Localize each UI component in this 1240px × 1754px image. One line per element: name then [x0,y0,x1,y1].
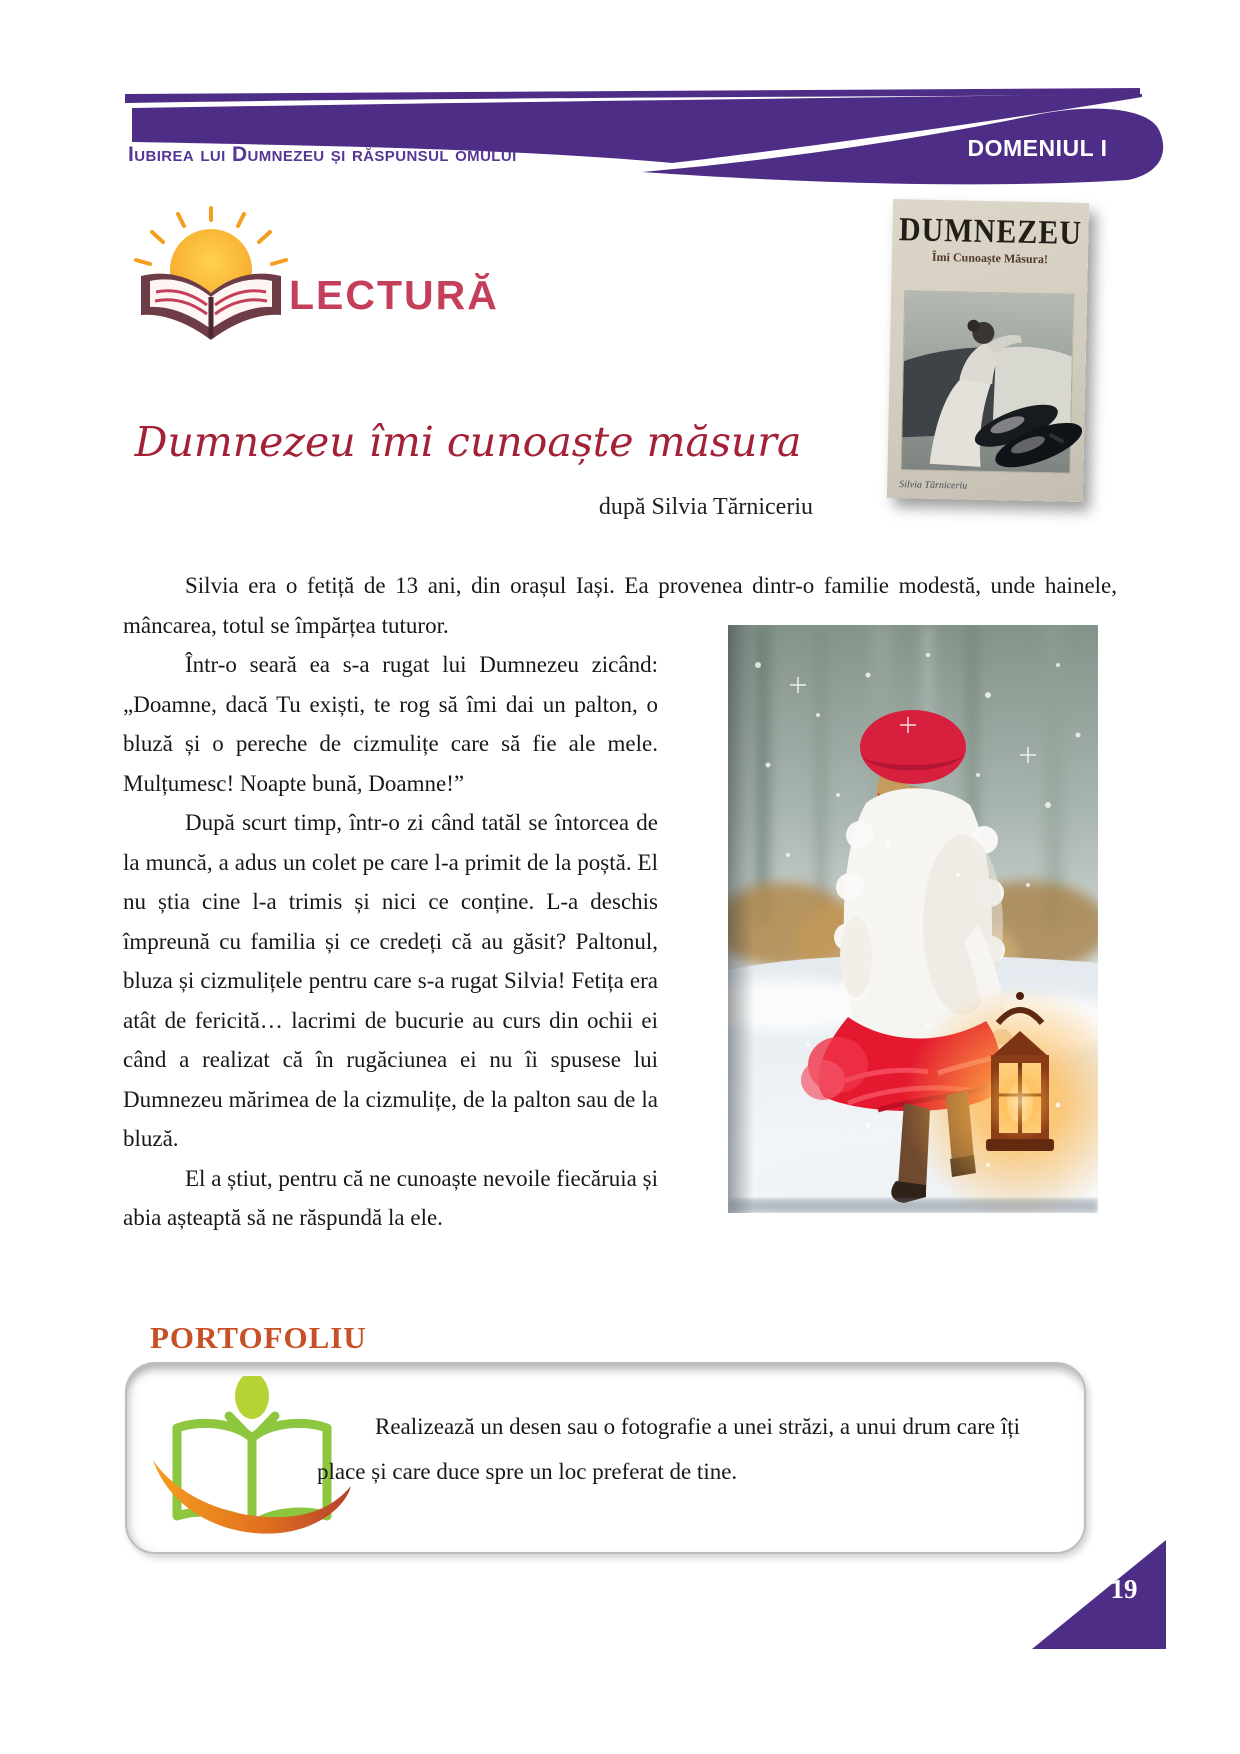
header-banner-graphic [0,0,1240,200]
book-cover-author: Silvia Tărniceriu [899,479,968,492]
story-paragraph: El a știut, pentru că ne cunoaște nevoile fiecăruia și abia așteaptă să ne răspundă la ele. [123,1165,658,1230]
portofoliu-task-text: Realizează un desen sau o fotografie a unei străzi, a unui drum care îți place și care duce spre un loc preferat de tine. [317,1414,1020,1484]
portofoliu-section-label: PORTOFOLIU [150,1320,367,1355]
story-paragraph: Silvia era o fetiță de 13 ani, din orașul Iași. Ea provenea dintr-o familie modestă, unde hainele, mâncarea, totul se împărțea tuturor. [123,573,1117,638]
story-paragraph: După scurt timp, într-o zi când tatăl se întorcea de la muncă, a adus un colet pe care l-a primit de la poștă. El nu știa cine l-a trimis și nici ce conține. L-a deschis împreună cu familia și ce credeți că au găsit? Paltonul, bluza și cizmulițele pentru care s-a rugat Silvia! Fetița era atât de fericită… lacrimi de bucurie au curs din ochii ei când a realizat că în rugăciunea ei nu îi spusese lui Dumnezeu mărimea de la cizmulițe, de la palton sau de la bluză. [123,810,658,1151]
photo-girl-with-lantern-in-snow [728,625,1098,1213]
story-text [123,566,1117,1238]
story-title: Dumnezeu îmi cunoaște măsura [134,418,802,466]
page-number: 19 [1110,1574,1138,1604]
portofoliu-task-box [125,1362,1086,1554]
book-cover [887,199,1089,502]
lectura-section-label: LECTURĂ [289,272,499,318]
domain-badge: DOMENIUL I [967,135,1108,161]
story-author: după Silvia Tărniceriu [598,494,813,520]
lectura-book-sun-icon [126,202,298,344]
chapter-title: Iubirea lui Dumnezeu și răspunsul omului [128,143,517,166]
book-cover-title: DUMNEZEU [898,211,1083,252]
story-paragraph: Într-o seară ea s-a rugat lui Dumnezeu zicând: „Doamne, dacă Tu exiști, te rog să îmi dai un palton, o bluză și o pereche de cizmulițe care să fie ale mele. Mulțumesc! Noapte bună, Doamne!” [123,652,658,796]
book-cover-shoes [961,385,1091,484]
book-cover-subtitle: Îmi Cunoaște Măsura! [931,249,1049,267]
